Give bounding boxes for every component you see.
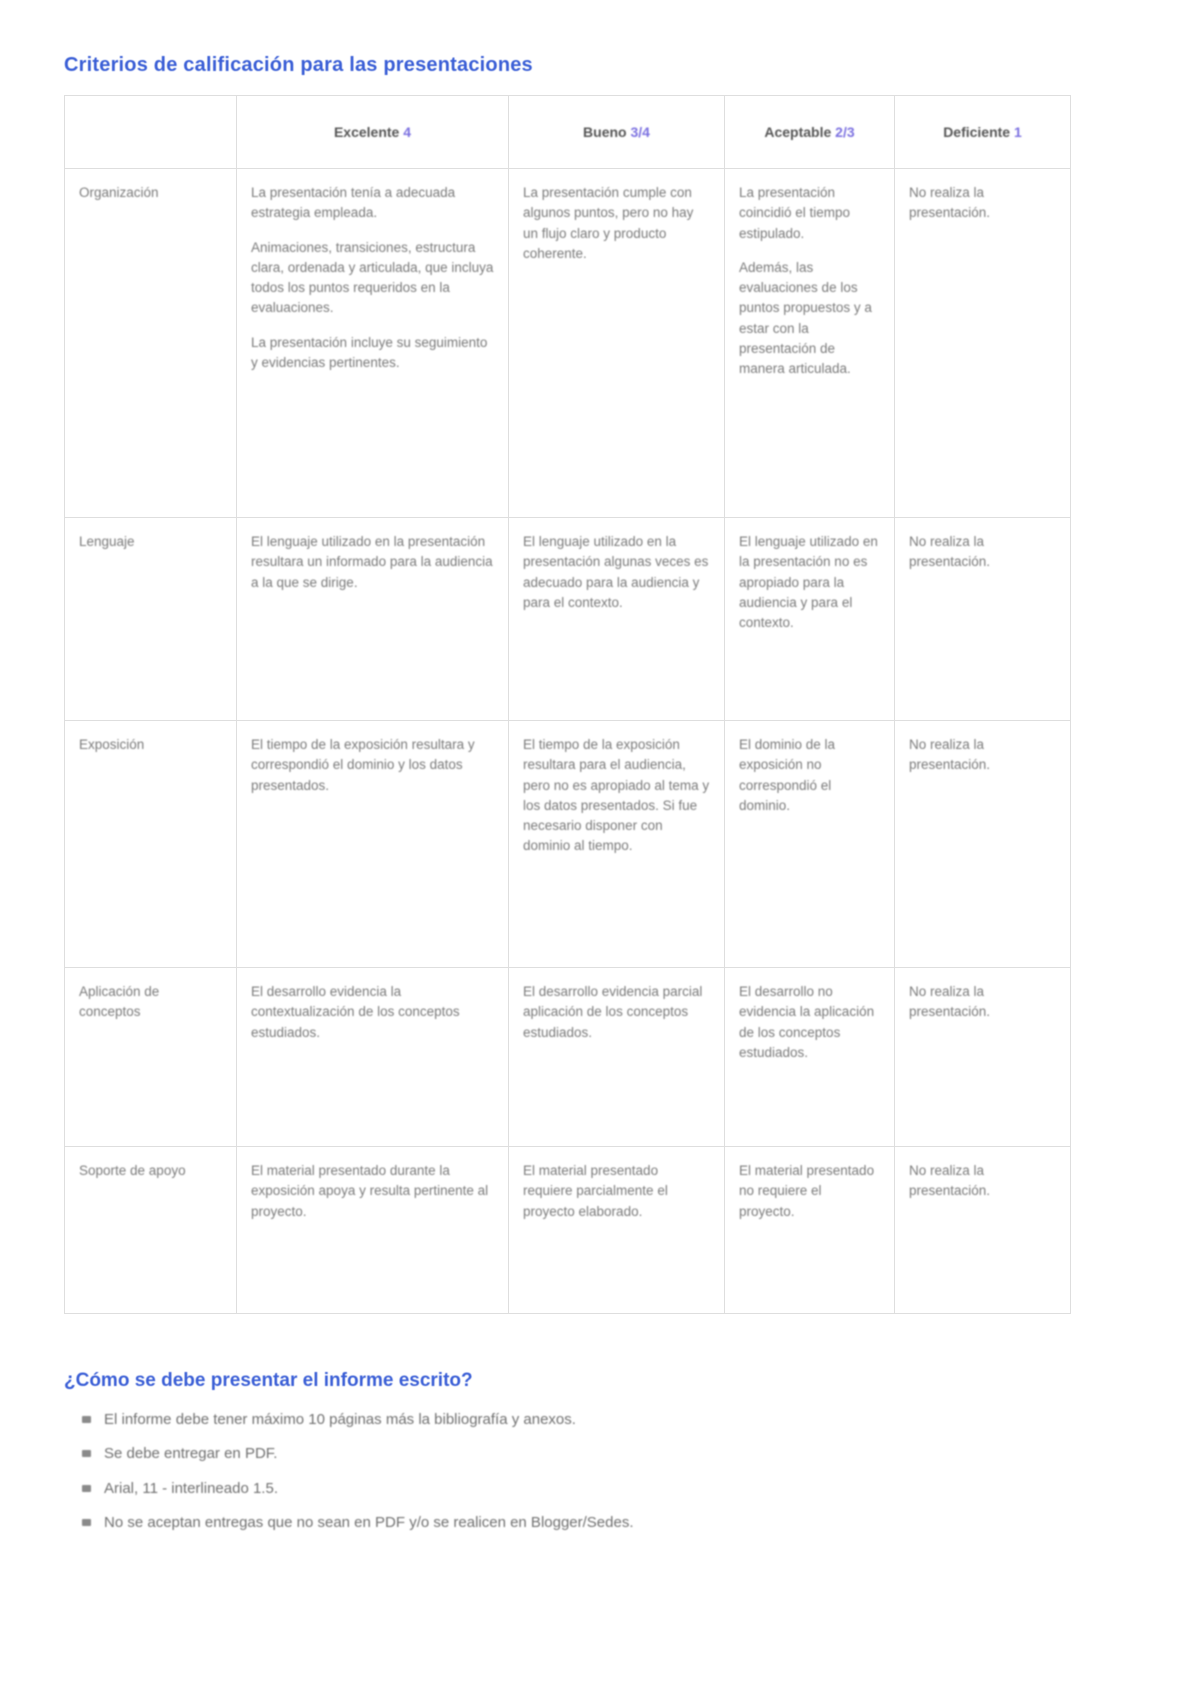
column-header-bueno-points: 3/4	[630, 123, 650, 140]
cell-bueno	[509, 721, 725, 968]
cell-deficiente	[895, 721, 1071, 968]
column-header-deficiente-points: 1	[1014, 123, 1022, 140]
cell-excelente	[237, 169, 509, 518]
cell-excelente	[237, 1147, 509, 1314]
cell-excelente	[237, 518, 509, 721]
cell-paragraph: El tiempo de la exposición resultara para el audiencia, pero no es apropiado al tema y los datos presentados. Si fue necesario disponer con dominio al tiempo.	[523, 737, 710, 854]
column-header-criterion	[65, 96, 237, 169]
row-criterion: Lenguaje	[65, 518, 237, 721]
column-header-aceptable-label: Aceptable	[764, 123, 832, 140]
cell-excelente	[237, 968, 509, 1147]
cell-paragraph: El material presentado no requiere el proyecto.	[739, 1163, 875, 1219]
cell-bueno	[509, 518, 725, 721]
row-criterion: Aplicación de conceptos	[65, 968, 237, 1147]
column-header-aceptable	[725, 96, 895, 169]
cell-paragraph: La presentación cumple con algunos puntos, pero no hay un flujo claro y producto coherente.	[523, 185, 694, 261]
cell-bueno	[509, 1147, 725, 1314]
cell-aceptable	[725, 518, 895, 721]
cell-deficiente	[895, 968, 1071, 1147]
cell-excelente	[237, 721, 509, 968]
cell-paragraph: El material presentado durante la exposición apoya y resulta pertinente al proyecto.	[251, 1163, 489, 1219]
cell-paragraph: El dominio de la exposición no correspondió el dominio.	[739, 737, 836, 813]
cell-paragraph: Animaciones, transiciones, estructura clara, ordenada y articulada, que incluya todos los puntos requeridos en la evaluaciones.	[251, 239, 494, 316]
table-head	[65, 96, 1071, 169]
cell-paragraph: La presentación tenía a adecuada estrategia empleada.	[251, 185, 456, 221]
cell-paragraph: No realiza la presentación.	[909, 984, 991, 1020]
table-header-row	[65, 96, 1071, 169]
column-header-excelente-points: 4	[403, 123, 412, 140]
column-header-bueno	[509, 96, 725, 169]
rubric-table	[64, 95, 1071, 1314]
subsection-title: ¿Cómo se debe presentar el informe escrito?	[64, 1370, 473, 1391]
column-header-excelente	[237, 96, 509, 169]
column-header-deficiente	[895, 96, 1071, 169]
table-row	[65, 169, 1071, 518]
cell-aceptable	[725, 1147, 895, 1314]
cell-paragraph: El material presentado requiere parcialmente el proyecto elaborado.	[523, 1163, 668, 1219]
list-item: Se debe entregar en PDF.	[104, 1442, 1129, 1465]
cell-paragraph: La presentación incluye su seguimiento y evidencias pertinentes.	[251, 334, 488, 370]
cell-paragraph: La presentación coincidió el tiempo estipulado.	[739, 185, 851, 241]
page-title: Criterios de calificación para las presentaciones	[64, 54, 533, 76]
list-item: El informe debe tener máximo 10 páginas más la bibliografía y anexos.	[104, 1408, 1129, 1431]
cell-paragraph: No realiza la presentación.	[909, 737, 991, 773]
table-row	[65, 1147, 1071, 1314]
informe-requirements-list	[62, 1408, 1129, 1534]
cell-aceptable	[725, 968, 895, 1147]
table-row	[65, 721, 1071, 968]
row-criterion: Exposición	[65, 721, 237, 968]
cell-aceptable	[725, 721, 895, 968]
cell-bueno	[509, 169, 725, 518]
cell-paragraph: El lenguaje utilizado en la presentación algunas veces es adecuado para la audiencia y para el contexto.	[523, 534, 709, 610]
column-header-aceptable-points: 2/3	[835, 123, 855, 140]
cell-paragraph: No realiza la presentación.	[909, 1163, 991, 1199]
table-row	[65, 968, 1071, 1147]
row-criterion: Organización	[65, 169, 237, 518]
column-header-bueno-label: Bueno	[583, 123, 627, 140]
cell-deficiente	[895, 169, 1071, 518]
row-criterion: Soporte de apoyo	[65, 1147, 237, 1314]
cell-deficiente	[895, 518, 1071, 721]
list-item: No se aceptan entregas que no sean en PDF y/o se realicen en Blogger/Sedes.	[104, 1511, 1129, 1534]
table-body	[65, 169, 1071, 1314]
column-header-deficiente-label: Deficiente	[943, 123, 1011, 140]
cell-paragraph: El desarrollo evidencia parcial aplicación de los conceptos estudiados.	[523, 984, 703, 1040]
cell-bueno	[509, 968, 725, 1147]
column-header-excelente-label: Excelente	[333, 123, 400, 140]
informe-section	[62, 1370, 1129, 1534]
cell-paragraph: El lenguaje utilizado en la presentación no es apropiado para la audiencia y para el contexto.	[739, 534, 878, 630]
cell-paragraph: El tiempo de la exposición resultara y correspondió el dominio y los datos presentados.	[251, 737, 475, 793]
cell-paragraph: No realiza la presentación.	[909, 185, 991, 221]
list-item: Arial, 11 - interlineado 1.5.	[104, 1477, 1129, 1500]
cell-paragraph: No realiza la presentación.	[909, 534, 991, 570]
table-row	[65, 518, 1071, 721]
cell-deficiente	[895, 1147, 1071, 1314]
cell-paragraph: El lenguaje utilizado en la presentación resultara un informado para la audiencia a la que se dirige.	[251, 534, 493, 590]
cell-paragraph: Además, las evaluaciones de los puntos propuestos y a estar con la presentación de manera articulada.	[739, 259, 872, 376]
cell-aceptable	[725, 169, 895, 518]
cell-paragraph: El desarrollo evidencia la contextualización de los conceptos estudiados.	[251, 984, 460, 1040]
cell-paragraph: El desarrollo no evidencia la aplicación de los conceptos estudiados.	[739, 984, 875, 1060]
